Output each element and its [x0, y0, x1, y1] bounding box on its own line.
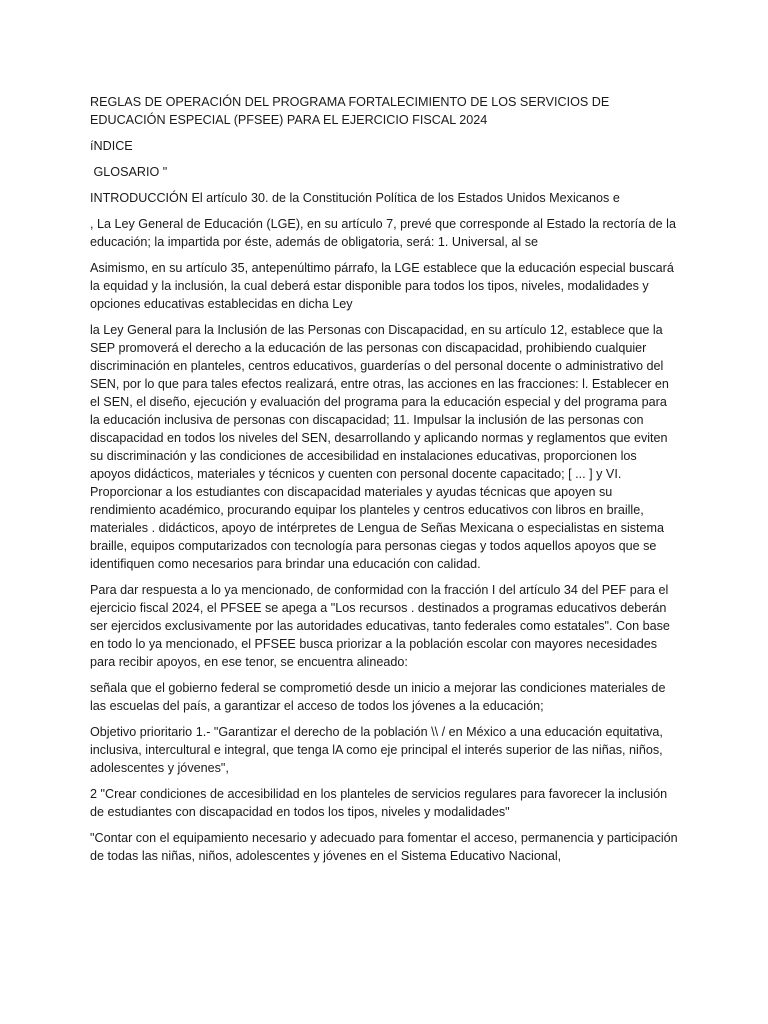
glossary-heading: GLOSARIO " [90, 165, 168, 179]
document-page [90, 93, 680, 873]
paragraph-introduccion: INTRODUCCIÓN El artículo 30. de la Constitución Política de los Estados Unidos Mexicanos e [90, 191, 620, 205]
paragraph-ley-inclusion: la Ley General para la Inclusión de las Personas con Discapacidad, en su artículo 12, establece que la SEP promoverá el derecho a la educación de las personas con discapacidad, prohibiendo cualquier discriminación en planteles, centros educativos, guarderías o del personal docente o administrativo del SEN, por lo que para tales efectos realizará, entre otras, las acciones en las fracciones: l. Establecer en el SEN, el diseño, ejecución y evaluación del programa para la educación especial y del programa para la educación inclusiva de personas con discapacidad; 11. Impulsar la inclusión de las personas con discapacidad en todos los niveles del SEN, desarrollando y aplicando normas y reglamentos que eviten su discriminación y las condiciones de accesibilidad en instalaciones educativas, proporcionen los apoyos didácticos, materiales y técnicos y cuenten con personal docente capacitado; [ ... ] y VI. Proporcionar a los estudiantes con discapacidad materiales y ayudas técnicas que apoyen su rendimiento académico, procurando equipar los planteles y centros educativos con libros en braille, materiales . didácticos, apoyo de intérpretes de Lengua de Señas Mexicana o especialistas en sistema braille, equipos computarizados con tecnología para personas ciegas y todos aquellos apoyos que se identifiquen como necesarios para brindar una educación con calidad. [90, 323, 669, 571]
paragraph-gobierno-federal: señala que el gobierno federal se comprometió desde un inicio a mejorar las condiciones materiales de las escuelas del país, a garantizar el acceso de todos los jóvenes a la educación; [90, 681, 666, 713]
paragraph-lge: , La Ley General de Educación (LGE), en su artículo 7, prevé que corresponde al Estado la rectoría de la educación; la impartida por éste, además de obligatoria, será: 1. Universal, al se [90, 217, 676, 249]
document-title: REGLAS DE OPERACIÓN DEL PROGRAMA FORTALECIMIENTO DE LOS SERVICIOS DE EDUCACIÓN ESPECIAL (PFSEE) PARA EL EJERCICIO FISCAL 2024 [90, 95, 610, 127]
paragraph-objetivo-prioritario: Objetivo prioritario 1.- "Garantizar el derecho de la población \\ / en México a una educación equitativa, inclusiva, intercultural e integral, que tenga lA como eje principal el interés superior de las niñas, niños, adolescentes y jóvenes", [90, 725, 663, 775]
paragraph-equipamiento: "Contar con el equipamiento necesario y adecuado para fomentar el acceso, permanencia y participación de todas las niñas, niños, adolescentes y jóvenes en el Sistema Educativo Nacional, [90, 831, 678, 863]
paragraph-respuesta: Para dar respuesta a lo ya mencionado, de conformidad con la fracción I del artículo 34 del PEF para el ejercicio fiscal 2024, el PFSEE se apega a "Los recursos . destinados a programas educativos deberán ser ejercidos exclusivamente por las autoridades educativas, tanto federales como estatales". Con base en todo lo ya mencionado, el PFSEE busca priorizar a la población escolar con mayores necesidades para recibir apoyos, en ese tenor, se encuentra alineado: [90, 583, 670, 669]
index-heading: íNDICE [90, 139, 133, 153]
paragraph-asimismo: Asimismo, en su artículo 35, antepenúltimo párrafo, la LGE establece que la educación especial buscará la equidad y la inclusión, la cual deberá estar disponible para todos los tipos, niveles, modalidades y opciones educativas establecidas en dicha Ley [90, 261, 674, 311]
paragraph-accesibilidad: 2 "Crear condiciones de accesibilidad en los planteles de servicios regulares para favorecer la inclusión de estudiantes con discapacidad en todos los tipos, niveles y modalidades" [90, 787, 668, 819]
